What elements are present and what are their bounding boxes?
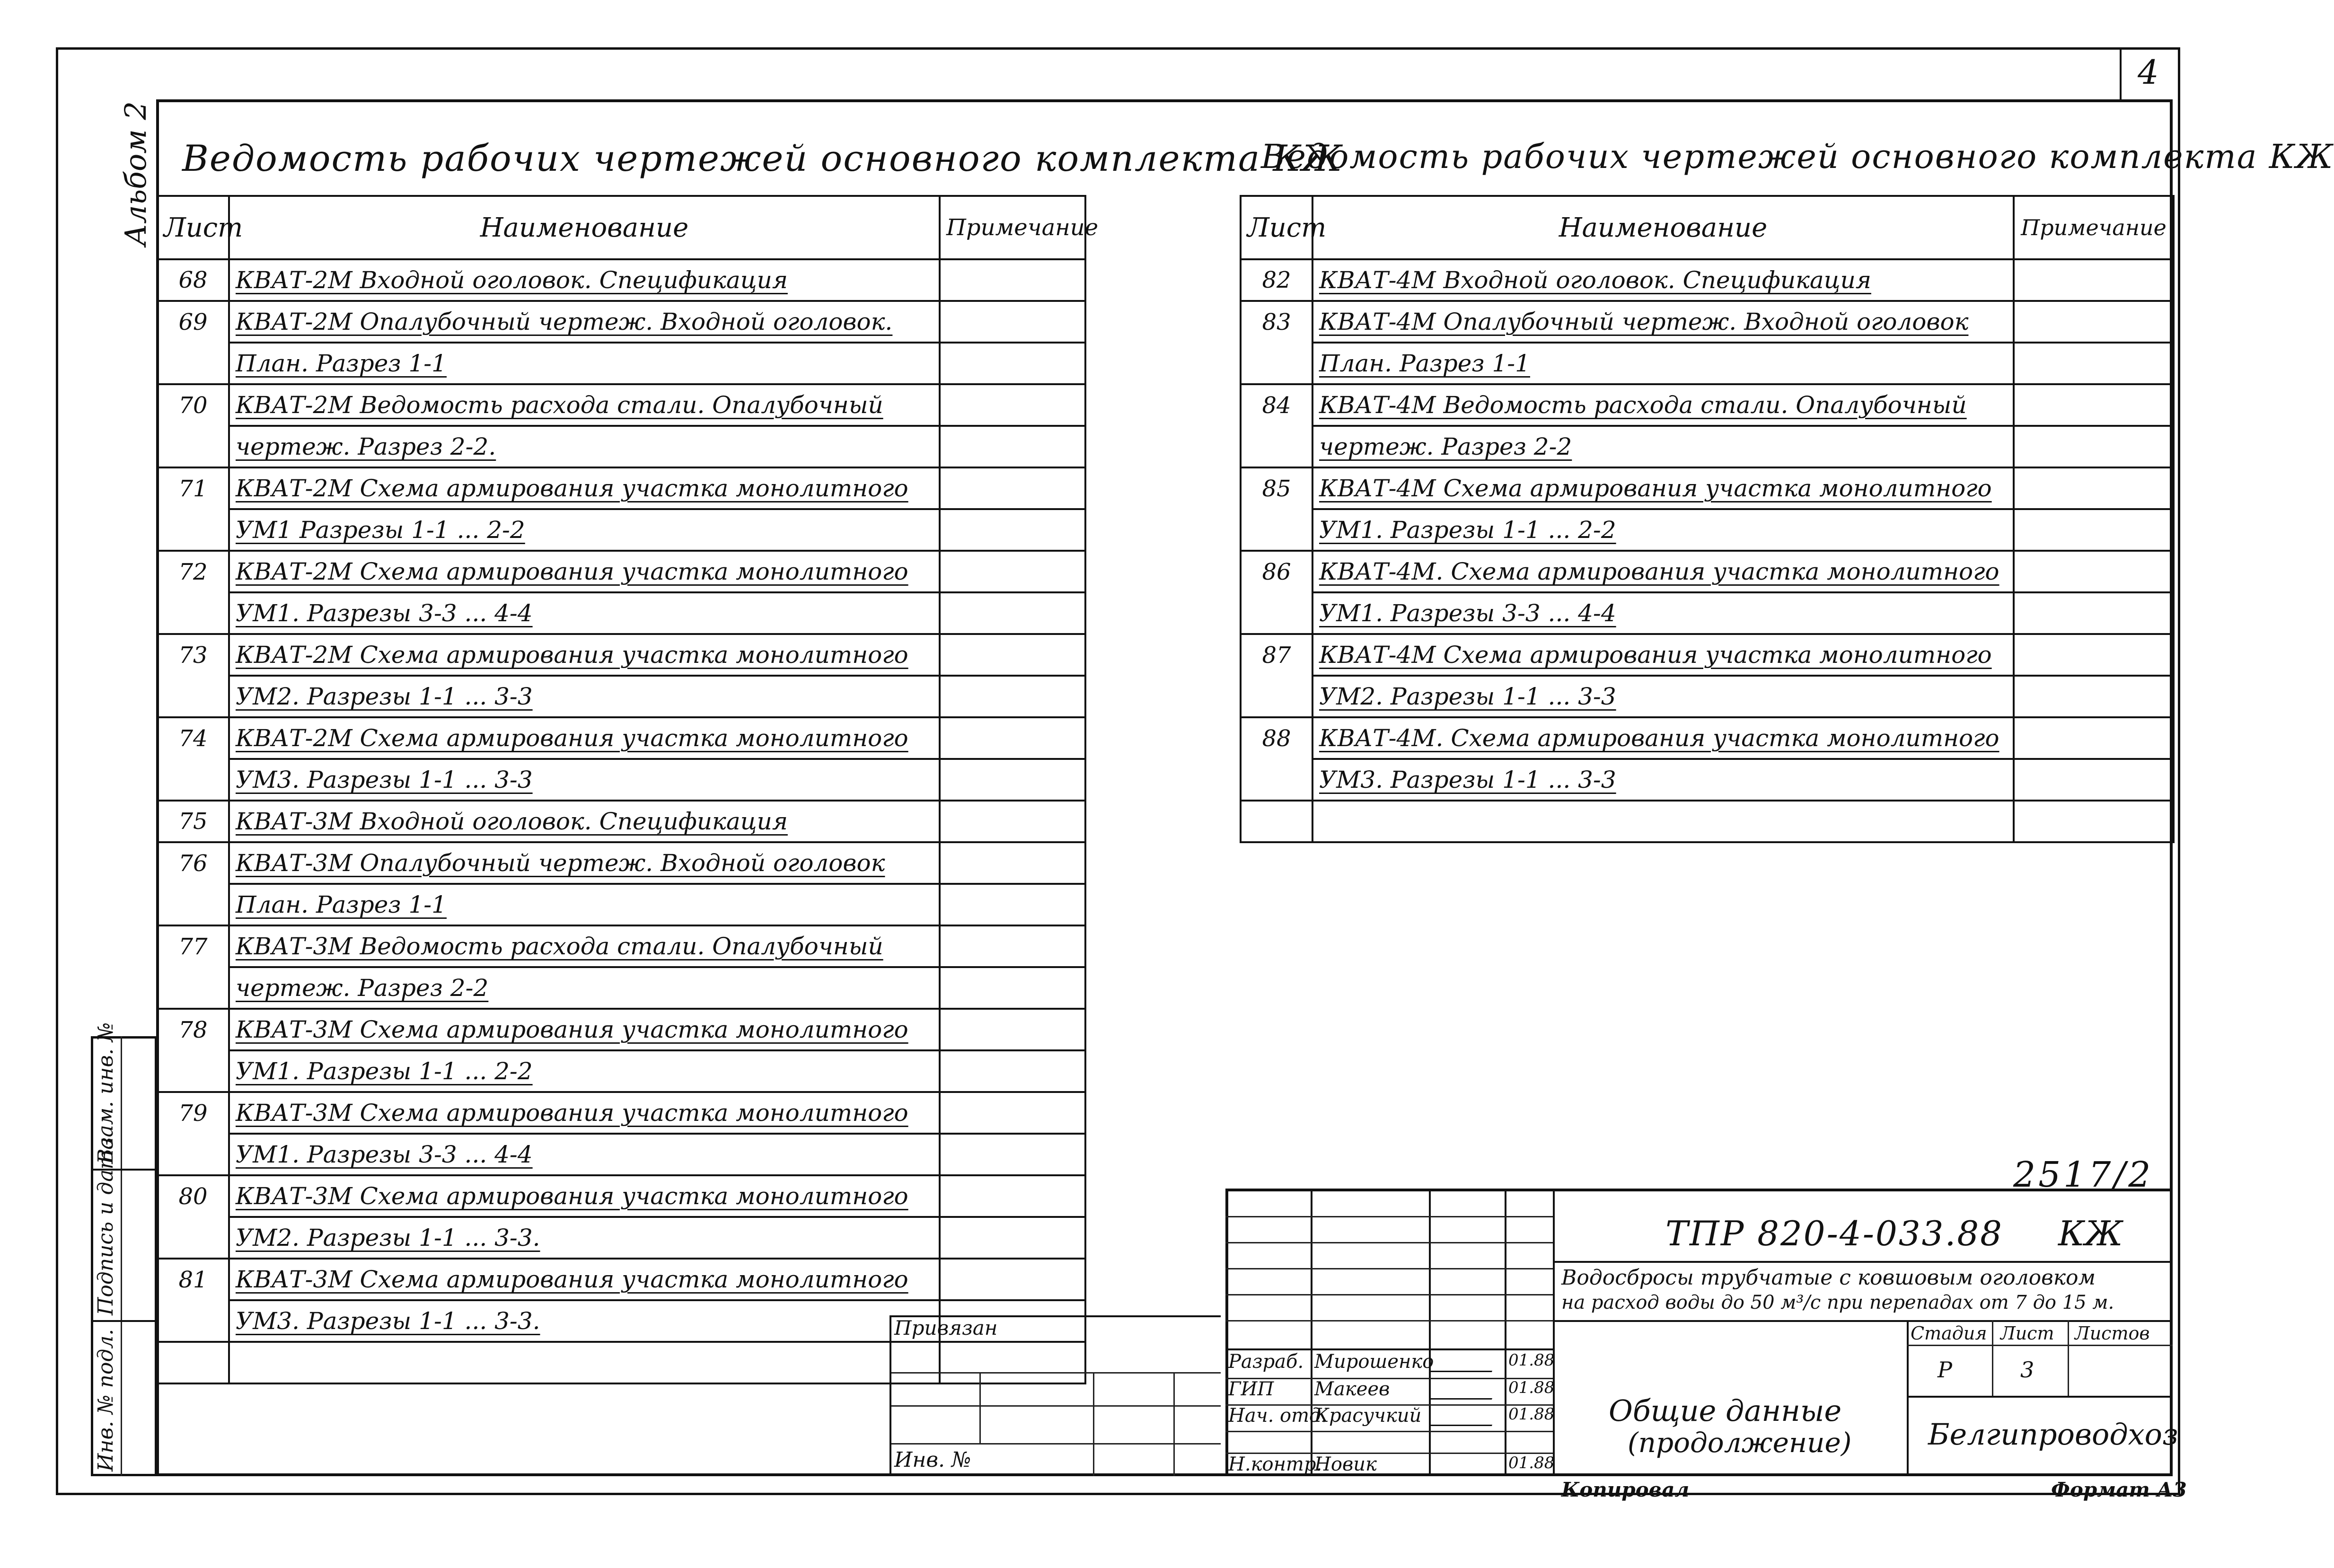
sheet-number-cell: 69 bbox=[157, 301, 229, 343]
table-row bbox=[157, 1217, 1085, 1259]
drawing-name-cell: КВАТ-2М Схема армирования участка монолитного bbox=[229, 634, 940, 676]
drawing-name-cell: План. Разрез 1-1 bbox=[229, 884, 940, 925]
drawing-name-cell: КВАТ-4М. Схема армирования участка монолитного bbox=[1312, 551, 2014, 592]
table-header-row bbox=[157, 196, 1085, 259]
sheet-number-cell: 76 bbox=[157, 842, 229, 884]
sheet-number-cell: 80 bbox=[157, 1175, 229, 1217]
signature-date: 01.88 bbox=[1508, 1378, 1555, 1397]
sheet-number-cell bbox=[157, 1217, 229, 1259]
drawing-name-cell: План. Разрез 1-1 bbox=[229, 343, 940, 384]
table-row bbox=[157, 592, 1085, 634]
note-cell bbox=[940, 1259, 1085, 1300]
sheet-number-cell: 86 bbox=[1241, 551, 1312, 592]
sheet-number-cell bbox=[157, 509, 229, 551]
note-cell bbox=[2014, 343, 2174, 384]
privyazan-col-3 bbox=[1173, 1372, 1175, 1476]
sheets-label: Листов bbox=[2075, 1323, 2150, 1344]
drawing-name-cell: УМ3. Разрезы 1-1 ... 3-3 bbox=[1312, 759, 2014, 801]
drawing-name-cell: УМ1. Разрезы 3-3 ... 4-4 bbox=[1312, 592, 2014, 634]
table-row bbox=[1241, 592, 2174, 634]
signer-role: Н.контр. bbox=[1228, 1453, 1322, 1475]
drawing-name-cell: КВАТ-2М Опалубочный чертеж. Входной оголовок. bbox=[229, 301, 940, 343]
sheet-number-cell bbox=[157, 1050, 229, 1092]
drawing-name-cell: КВАТ-2М Схема армирования участка монолитного bbox=[229, 467, 940, 509]
tb-row-6 bbox=[1225, 1348, 1553, 1350]
empty-cell bbox=[1241, 801, 1312, 842]
table-row bbox=[1241, 759, 2174, 801]
note-cell bbox=[940, 634, 1085, 676]
drawing-name-cell: УМ1. Разрезы 3-3 ... 4-4 bbox=[229, 592, 940, 634]
signature-date: 01.88 bbox=[1508, 1351, 1555, 1370]
table-row bbox=[1241, 301, 2174, 343]
drawing-name-cell: УМ2. Разрезы 1-1 ... 3-3 bbox=[229, 676, 940, 717]
sheet-number-cell: 74 bbox=[157, 717, 229, 759]
table-row bbox=[157, 759, 1085, 801]
table-row bbox=[1241, 384, 2174, 426]
table-row bbox=[157, 551, 1085, 592]
sheet-number-cell bbox=[1241, 343, 1312, 384]
note-cell bbox=[2014, 509, 2174, 551]
sheet-number: 4 bbox=[2138, 53, 2159, 92]
note-cell bbox=[940, 509, 1085, 551]
sheet-number-cell: 81 bbox=[157, 1259, 229, 1300]
table-row bbox=[157, 1259, 1085, 1300]
drawing-name-cell: КВАТ-3М Схема армирования участка монолитного bbox=[229, 1092, 940, 1134]
col-header-note: Примечание bbox=[2014, 196, 2174, 259]
table-row bbox=[157, 842, 1085, 884]
drawing-name-cell: чертеж. Разрез 2-2. bbox=[229, 426, 940, 467]
signer-name: Новик bbox=[1314, 1453, 1377, 1475]
sheet-number-cell bbox=[1241, 759, 1312, 801]
privyazan-col-1 bbox=[979, 1372, 981, 1443]
sheet-number-cell: 72 bbox=[157, 551, 229, 592]
table-row bbox=[157, 259, 1085, 301]
tb-doc-code-bottom bbox=[1553, 1261, 2173, 1263]
drawing-name-cell: КВАТ-3М Схема армирования участка монолитного bbox=[229, 1259, 940, 1300]
col-header-sheet: Лист bbox=[1241, 196, 1312, 259]
privyazan-row-3 bbox=[890, 1443, 1221, 1445]
note-cell bbox=[2014, 717, 2174, 759]
sheet-number-cell: 88 bbox=[1241, 717, 1312, 759]
col-header-note: Примечание bbox=[940, 196, 1085, 259]
table-row bbox=[157, 1175, 1085, 1217]
document-mark: КЖ bbox=[2058, 1214, 2123, 1253]
drawing-name-cell: КВАТ-2М Схема армирования участка монолитного bbox=[229, 551, 940, 592]
note-cell bbox=[940, 1175, 1085, 1217]
note-cell bbox=[2014, 301, 2174, 343]
sheet-number-cell: 71 bbox=[157, 467, 229, 509]
note-cell bbox=[940, 426, 1085, 467]
sheet-number-cell: 82 bbox=[1241, 259, 1312, 301]
sheet-number-cell bbox=[157, 884, 229, 925]
drawing-name-cell: КВАТ-4М Схема армирования участка монолитного bbox=[1312, 467, 2014, 509]
note-cell bbox=[940, 1009, 1085, 1050]
signer-name: Мирошенко bbox=[1314, 1351, 1434, 1373]
side-stamp-divider bbox=[121, 1036, 122, 1476]
description-line-2: на расход воды до 50 м³/с при перепадах от 7 до 15 м. bbox=[1561, 1292, 2114, 1313]
note-cell bbox=[2014, 426, 2174, 467]
note-cell bbox=[940, 759, 1085, 801]
tb-row-4 bbox=[1225, 1294, 1553, 1295]
privyazan-row-2 bbox=[890, 1405, 1221, 1407]
note-cell bbox=[940, 1134, 1085, 1175]
note-cell bbox=[2014, 676, 2174, 717]
signer-role: ГИП bbox=[1228, 1378, 1274, 1400]
side-stamp-podpis-data: Подпись и дата bbox=[94, 1137, 118, 1315]
table-row bbox=[1241, 676, 2174, 717]
note-cell bbox=[940, 967, 1085, 1009]
drawing-name-cell: УМ2. Разрезы 1-1 ... 3-3 bbox=[1312, 676, 2014, 717]
sheet-number-divider bbox=[2120, 47, 2122, 99]
drawing-name-cell: КВАТ-4М Ведомость расхода стали. Опалубочный bbox=[1312, 384, 2014, 426]
tb-col-role bbox=[1311, 1189, 1312, 1476]
table-row bbox=[157, 1134, 1085, 1175]
sheet-label: Лист bbox=[2000, 1323, 2054, 1344]
sheet-number-cell bbox=[157, 426, 229, 467]
note-cell bbox=[940, 717, 1085, 759]
drawing-name-cell: УМ3. Разрезы 1-1 ... 3-3. bbox=[229, 1300, 940, 1342]
empty-cell bbox=[2014, 801, 2174, 842]
left-section-title: Ведомость рабочих чертежей основного комплекта КЖ bbox=[182, 137, 1343, 179]
signature-mark bbox=[1430, 1456, 1498, 1475]
note-cell bbox=[2014, 384, 2174, 426]
table-row bbox=[157, 967, 1085, 1009]
album-label: Альбом 2 bbox=[118, 101, 153, 246]
table-row bbox=[157, 801, 1085, 842]
tb-desc-bottom bbox=[1553, 1320, 2173, 1322]
table-row bbox=[1241, 717, 2174, 759]
table-row-empty bbox=[1241, 801, 2174, 842]
drawing-name-cell: УМ1. Разрезы 1-1 ... 2-2 bbox=[1312, 509, 2014, 551]
drawing-name-cell: КВАТ-4М Схема армирования участка монолитного bbox=[1312, 634, 2014, 676]
privyazan-inv-label: Инв. № bbox=[894, 1448, 971, 1472]
empty-cell bbox=[229, 1342, 940, 1383]
sheet-number-cell bbox=[1241, 426, 1312, 467]
sheet-number-cell: 77 bbox=[157, 925, 229, 967]
table-row bbox=[1241, 509, 2174, 551]
table-row bbox=[157, 884, 1085, 925]
tb-row-1 bbox=[1225, 1216, 1553, 1217]
note-cell bbox=[940, 925, 1085, 967]
sheet-title-line-2: (продолжение) bbox=[1628, 1427, 1852, 1459]
stage-value: Р bbox=[1938, 1357, 1952, 1383]
note-cell bbox=[940, 1217, 1085, 1259]
format-label: Формат А3 bbox=[2051, 1478, 2187, 1501]
note-cell bbox=[940, 384, 1085, 426]
right-section-title: Ведомость рабочих чертежей основного комплекта КЖ bbox=[1261, 137, 2334, 176]
side-stamp-inv-podl: Инв. № подл. bbox=[94, 1329, 118, 1471]
note-cell bbox=[940, 467, 1085, 509]
drawing-name-cell: КВАТ-2М Входной оголовок. Спецификация bbox=[229, 259, 940, 301]
table-row bbox=[157, 717, 1085, 759]
note-cell bbox=[940, 801, 1085, 842]
signer-role: Разраб. bbox=[1228, 1351, 1304, 1373]
sheet-number-cell: 83 bbox=[1241, 301, 1312, 343]
note-cell bbox=[2014, 467, 2174, 509]
drawing-name-cell: КВАТ-4М Опалубочный чертеж. Входной оголовок bbox=[1312, 301, 2014, 343]
table-row bbox=[157, 1092, 1085, 1134]
side-stamp-vzam-inv: Взам. инв. № bbox=[94, 1022, 118, 1164]
table-row bbox=[1241, 467, 2174, 509]
sheet-number-cell: 70 bbox=[157, 384, 229, 426]
sheet-number-cell bbox=[157, 1134, 229, 1175]
sheet-number-cell bbox=[157, 592, 229, 634]
note-cell bbox=[2014, 551, 2174, 592]
empty-cell bbox=[1312, 801, 2014, 842]
signature-date: 01.88 bbox=[1508, 1405, 1555, 1424]
table-row bbox=[157, 676, 1085, 717]
privyazan-label: Привязан bbox=[894, 1316, 998, 1339]
tb-row-3 bbox=[1225, 1268, 1553, 1269]
drawing-name-cell: КВАТ-2М Схема армирования участка монолитного bbox=[229, 717, 940, 759]
note-cell bbox=[2014, 634, 2174, 676]
note-cell bbox=[2014, 759, 2174, 801]
organization: Белгипроводхоз bbox=[1928, 1417, 2178, 1452]
signature-date: 01.88 bbox=[1508, 1453, 1555, 1472]
table-header-row bbox=[1241, 196, 2174, 259]
sheet-value: 3 bbox=[2020, 1357, 2035, 1383]
table-row bbox=[1241, 343, 2174, 384]
table-row bbox=[157, 426, 1085, 467]
privyazan-row-1 bbox=[890, 1372, 1221, 1374]
sheet-title-line-1: Общие данные bbox=[1609, 1393, 1842, 1428]
doc-code: ТПР 820-4-033.88 bbox=[1665, 1214, 2003, 1253]
drawing-name-cell: КВАТ-3М Ведомость расхода стали. Опалубочный bbox=[229, 925, 940, 967]
sheet-number-cell: 79 bbox=[157, 1092, 229, 1134]
note-cell bbox=[940, 343, 1085, 384]
drawing-name-cell: УМ3. Разрезы 1-1 ... 3-3 bbox=[229, 759, 940, 801]
table-row bbox=[157, 925, 1085, 967]
note-cell bbox=[2014, 592, 2174, 634]
drawing-name-cell: КВАТ-2М Ведомость расхода стали. Опалубочный bbox=[229, 384, 940, 426]
table-row bbox=[157, 343, 1085, 384]
signer-name: Макеев bbox=[1314, 1378, 1390, 1400]
signer-name: Красучкий bbox=[1314, 1405, 1422, 1427]
privyazan-col-2 bbox=[1093, 1372, 1094, 1476]
tb-col-sign bbox=[1505, 1189, 1506, 1476]
table-row bbox=[1241, 259, 2174, 301]
sheet-number-cell bbox=[1241, 676, 1312, 717]
note-cell bbox=[940, 1092, 1085, 1134]
drawing-name-cell: УМ2. Разрезы 1-1 ... 3-3. bbox=[229, 1217, 940, 1259]
note-cell bbox=[940, 1050, 1085, 1092]
signature-mark bbox=[1430, 1354, 1498, 1372]
privyazan-left bbox=[890, 1315, 891, 1476]
empty-cell bbox=[940, 1342, 1085, 1383]
table-row bbox=[157, 467, 1085, 509]
description-line-1: Водосбросы трубчатые с ковшовым оголовком bbox=[1561, 1266, 2096, 1290]
sheet-number-cell: 85 bbox=[1241, 467, 1312, 509]
tb-row-5 bbox=[1225, 1320, 1553, 1321]
drawing-name-cell: КВАТ-3М Опалубочный чертеж. Входной оголовок bbox=[229, 842, 940, 884]
sheet-number-cell: 87 bbox=[1241, 634, 1312, 676]
sheet-number-cell bbox=[1241, 509, 1312, 551]
sheet-number-cell bbox=[157, 967, 229, 1009]
tb-col-date bbox=[1553, 1189, 1555, 1476]
note-cell bbox=[940, 592, 1085, 634]
left-register-table bbox=[156, 195, 1099, 1384]
signer-role: Нач. отд. bbox=[1228, 1405, 1328, 1427]
drawing-name-cell: УМ1. Разрезы 3-3 ... 4-4 bbox=[229, 1134, 940, 1175]
empty-cell bbox=[157, 1342, 229, 1383]
table-row bbox=[1241, 551, 2174, 592]
tb-stage-col-1 bbox=[1992, 1320, 1993, 1396]
table-row bbox=[157, 301, 1085, 343]
album-code: 2517/2 bbox=[2013, 1154, 2154, 1195]
table-row bbox=[157, 634, 1085, 676]
sheet-number-cell bbox=[1241, 592, 1312, 634]
tb-stage-col-2 bbox=[2068, 1320, 2069, 1396]
drawing-name-cell: УМ1. Разрезы 1-1 ... 2-2 bbox=[229, 1050, 940, 1092]
copied-label: Копировал bbox=[1561, 1478, 1690, 1501]
note-cell bbox=[940, 301, 1085, 343]
drawing-name-cell: План. Разрез 1-1 bbox=[1312, 343, 2014, 384]
sheet-number-cell: 75 bbox=[157, 801, 229, 842]
table-row bbox=[1241, 634, 2174, 676]
right-register-table bbox=[1240, 195, 2175, 843]
signature-mark bbox=[1430, 1408, 1498, 1426]
note-cell bbox=[940, 884, 1085, 925]
sheet-number-cell: 73 bbox=[157, 634, 229, 676]
table-row-empty bbox=[157, 1342, 1085, 1383]
tb-stage-header-bottom bbox=[1907, 1345, 2173, 1346]
drawing-name-cell: КВАТ-3М Входной оголовок. Спецификация bbox=[229, 801, 940, 842]
drawing-name-cell: чертеж. Разрез 2-2 bbox=[229, 967, 940, 1009]
sheet-number-cell: 78 bbox=[157, 1009, 229, 1050]
sheet-number-cell: 68 bbox=[157, 259, 229, 301]
note-cell bbox=[940, 842, 1085, 884]
sheet-number-cell bbox=[157, 1300, 229, 1342]
col-header-name: Наименование bbox=[1312, 196, 2014, 259]
note-cell bbox=[940, 259, 1085, 301]
sheet-number-cell bbox=[157, 676, 229, 717]
table-row bbox=[1241, 426, 2174, 467]
side-stamp-sep-2 bbox=[91, 1320, 157, 1322]
stage-label: Стадия bbox=[1911, 1323, 1987, 1344]
table-row bbox=[157, 384, 1085, 426]
drawing-name-cell: чертеж. Разрез 2-2 bbox=[1312, 426, 2014, 467]
note-cell bbox=[2014, 259, 2174, 301]
drawing-name-cell: КВАТ-3М Схема армирования участка монолитного bbox=[229, 1175, 940, 1217]
table-row bbox=[157, 509, 1085, 551]
table-row bbox=[157, 1009, 1085, 1050]
drawing-name-cell: КВАТ-3М Схема армирования участка монолитного bbox=[229, 1009, 940, 1050]
sheet-number-cell bbox=[157, 343, 229, 384]
tb-stage-left bbox=[1907, 1320, 1909, 1476]
drawing-name-cell: УМ1 Разрезы 1-1 ... 2-2 bbox=[229, 509, 940, 551]
tb-col-name bbox=[1429, 1189, 1431, 1476]
sheet-number-cell bbox=[157, 759, 229, 801]
col-header-name: Наименование bbox=[229, 196, 940, 259]
tb-stage-values-bottom bbox=[1907, 1396, 2173, 1398]
table-row bbox=[157, 1050, 1085, 1092]
drawing-name-cell: КВАТ-4М Входной оголовок. Спецификация bbox=[1312, 259, 2014, 301]
tb-row-9 bbox=[1225, 1431, 1553, 1432]
drawing-name-cell: КВАТ-4М. Схема армирования участка монолитного bbox=[1312, 717, 2014, 759]
signature-mark bbox=[1430, 1381, 1498, 1400]
note-cell bbox=[940, 551, 1085, 592]
col-header-sheet: Лист bbox=[157, 196, 229, 259]
tb-row-2 bbox=[1225, 1242, 1553, 1243]
sheet-number-cell: 84 bbox=[1241, 384, 1312, 426]
note-cell bbox=[940, 676, 1085, 717]
